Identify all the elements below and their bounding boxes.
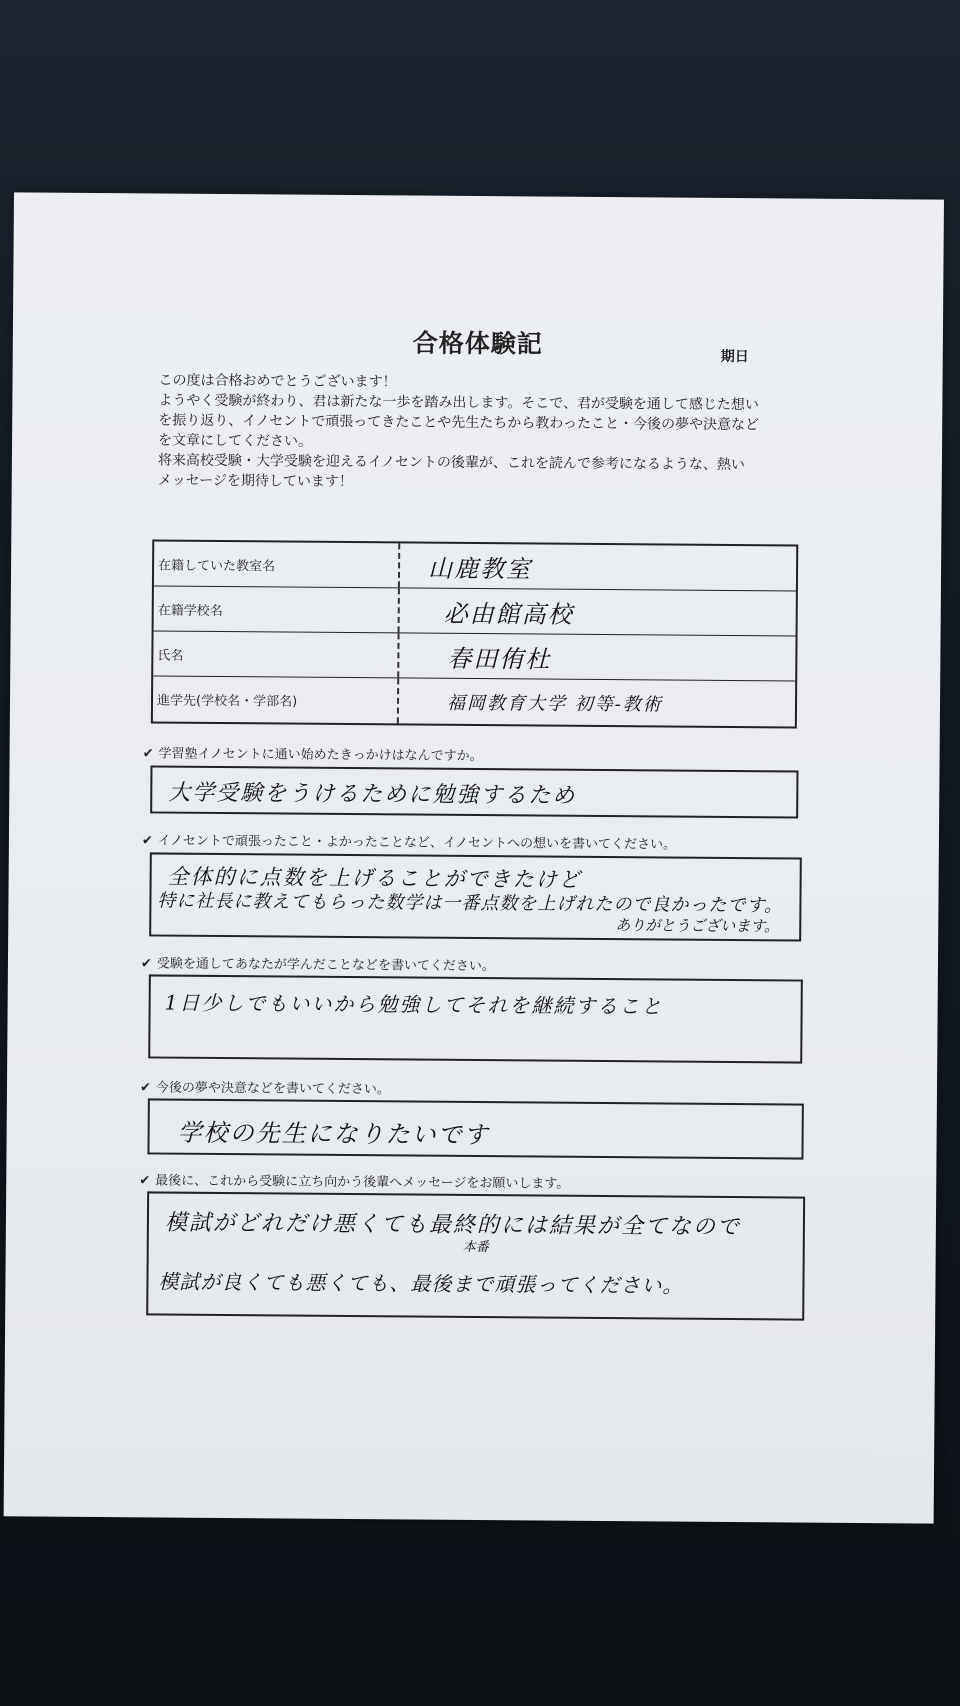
info-label: 氏名 xyxy=(153,631,399,677)
check-icon: ✔ xyxy=(140,956,152,972)
question-label xyxy=(139,1169,569,1191)
answer-line: 1日少しでもいいから勉強してそれを継続すること xyxy=(164,990,664,1019)
question-text: 学習塾イノセントに通い始めたきっかけはなんですか。 xyxy=(158,746,483,765)
answer-line: ありがとうございます。 xyxy=(615,916,780,936)
intro-line: ようやく受験が終わり、君は新たな一歩を踏み出します。そこで、君が受験を通して感じた想い xyxy=(158,392,760,414)
check-icon: ✔ xyxy=(139,1080,151,1096)
date-label: 期日 xyxy=(720,348,749,366)
answer-box xyxy=(149,852,802,941)
info-row-school xyxy=(154,586,796,636)
info-label: 進学先(学校名・学部名) xyxy=(153,676,399,723)
document-sheet xyxy=(4,192,944,1523)
question-text: 今後の夢や決意などを書いてください。 xyxy=(155,1080,390,1098)
info-value: 山鹿教室 xyxy=(427,554,533,583)
check-icon: ✔ xyxy=(142,746,154,762)
question-text: 最後に、これから受験に立ち向かう後輩へメッセージをお願いします。 xyxy=(155,1173,570,1192)
intro-line: この度は合格おめでとうございます！ xyxy=(158,372,397,391)
answer-box xyxy=(148,974,803,1063)
answer-line: 学校の先生になりたいです xyxy=(177,1118,490,1150)
info-row-destination xyxy=(153,676,795,726)
answer-box xyxy=(147,1098,803,1159)
info-label: 在籍学校名 xyxy=(154,586,400,632)
intro-text xyxy=(158,370,819,495)
question-label xyxy=(142,829,676,852)
info-row-classroom xyxy=(154,541,796,591)
intro-line: 将来高校受験・大学受験を迎えるイノセントの後輩が、これを読んで参考になるような、熱い xyxy=(157,452,745,474)
answer-line: 模試がどれだけ悪くても最終的には結果が全てなので xyxy=(164,1210,742,1241)
answer-box xyxy=(150,765,798,818)
intro-line: メッセージを期待しています！ xyxy=(157,472,353,491)
check-icon: ✔ xyxy=(139,1173,151,1189)
answer-box xyxy=(146,1191,805,1320)
info-value: 春田侑杜 xyxy=(447,644,552,674)
answer-line: 模試が良くても悪くても、最後まで頑張ってください。 xyxy=(158,1269,684,1298)
info-label: 在籍していた教室名 xyxy=(154,541,400,587)
check-icon: ✔ xyxy=(141,833,153,849)
info-row-name xyxy=(153,631,795,681)
intro-line: を文章にしてください。 xyxy=(158,432,313,450)
page-title: 合格体験記 xyxy=(412,328,543,359)
question-label xyxy=(140,1076,390,1097)
info-value: 必由館高校 xyxy=(443,599,574,629)
intro-line: を振り返り、イノセントで頑張ってきたことや先生たちから教わったこと・今後の夢や決意など xyxy=(158,412,760,434)
answer-line: 大学受験をうけるために勉強するため xyxy=(168,780,577,809)
info-value: 福岡教育大学 初等-教術 xyxy=(446,692,663,715)
info-table xyxy=(151,539,798,728)
question-text: イノセントで頑張ったこと・よかったことなど、イノセントへの想いを書いてください。 xyxy=(157,833,677,853)
answer-line: 特に社長に教えてもらった数学は一番点数を上げれたので良かったです。 xyxy=(157,890,784,917)
answer-line-insert: 本番 xyxy=(462,1239,489,1256)
question-label xyxy=(141,952,495,974)
question-text: 受験を通してあなたが学んだことなどを書いてください。 xyxy=(156,956,495,975)
question-label xyxy=(143,742,483,764)
answer-line: 全体的に点数を上げることができたけど xyxy=(167,864,582,892)
